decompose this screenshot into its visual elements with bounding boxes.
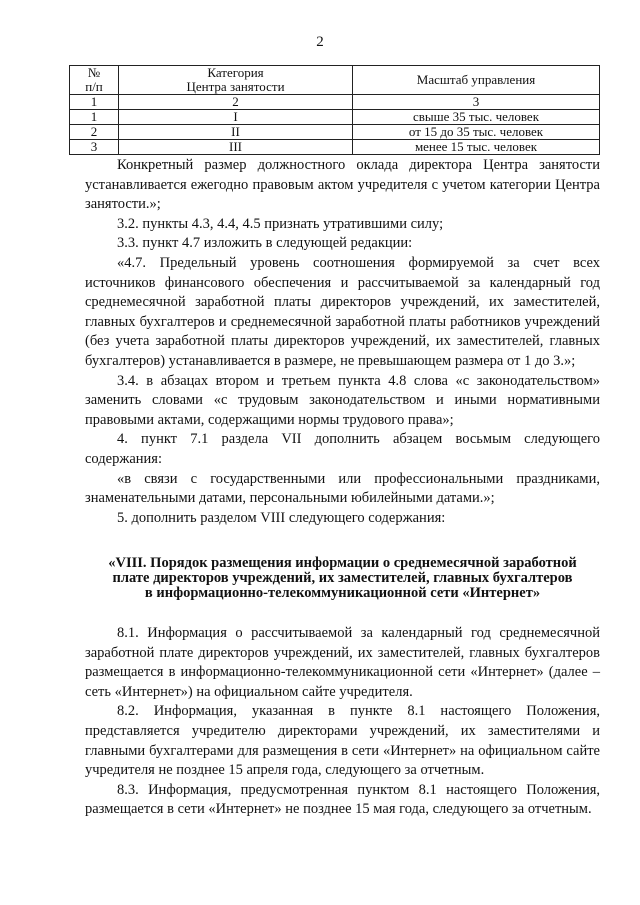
table-cell: 1 [70,95,119,110]
table-row [70,125,600,140]
heading-line: «VIII. Порядок размещения информации о среднемесячной заработной [108,555,577,571]
page-number: 2 [316,34,324,50]
section-viii-text [85,624,600,820]
paragraph-category-salary: Конкретный размер должностного оклада директора Центра занятости устанавливается ежегодно правовым актом учредителя с учетом категории Центра занятости.»; [85,157,600,213]
table-row [70,110,600,125]
header-scale-label: Масштаб управления [416,72,536,87]
body-text-block [85,156,600,528]
table-cell: I [119,110,353,125]
table-numbering-row [70,95,600,110]
table-cell: 2 [70,125,119,140]
category-table [69,65,600,155]
paragraph-holidays: «в связи с государственными или профессиональными праздниками, знаменательными датами, персональными юбилейными датами.»; [85,470,600,507]
paragraph-8-3: 8.3. Информация, предусмотренная пунктом 8.1 настоящего Положения, размещается в сети «Интернет» не позднее 15 мая года, следующего за отчетным. [85,781,600,818]
table-cell: II [119,125,353,140]
paragraph-8-2: 8.2. Информация, указанная в пункте 8.1 настоящего Положения, представляется учредителю директорами учреждений, их заместителями и главными бухгалтерами для размещения в сети «Интернет» на официальном сайте учредителя не позднее 15 апреля года, следующего за отчетным. [85,703,600,779]
table-cell: 3 [70,140,119,155]
table-cell: менее 15 тыс. человек [353,140,600,155]
table-row [70,140,600,155]
header-category-line-1: Категория [207,65,264,80]
paragraph-3-2: 3.2. пункты 4.3, 4.4, 4.5 признать утратившими силу; [117,215,444,232]
paragraph-item-4: 4. пункт 7.1 раздела VII дополнить абзацем восьмым следующего содержания: [85,431,600,467]
paragraph-3-4: 3.4. в абзацах втором и третьем пункта 4.8 слова «с законодательством» заменить словами «с трудовым законодательством и иными нормативными правовыми актами, содержащими нормы трудового права»; [85,372,600,428]
paragraph-3-3: 3.3. пункт 4.7 изложить в следующей редакции: [117,235,413,252]
paragraph-4-7: «4.7. Предельный уровень соотношения формируемой за счет всех источников финансового обеспечения и рассчитываемой за календарный год среднемесячной заработной платы директоров учреждений, их заместителей, главных бухгалтеров и среднемесячной заработной платы работников учреждений (без учета заработной платы директоров учреждений, их заместителей, главных бухгалтеров) устанавливается в размере, не превышающем размера от 1 до 3.»; [85,254,600,369]
header-category-line-2: Центра занятости [186,79,285,94]
table-cell: III [119,140,353,155]
header-number-line-1: № [87,65,101,80]
header-category [119,66,353,95]
header-scale [353,66,600,95]
paragraph-8-1: 8.1. Информация о рассчитываемой за календарный год среднемесячной заработной плате директоров учреждений, их заместителей, главных бухгалтеров размещается в информационно-телекоммуникационной сети «Интернет» (далее – сеть «Интернет») на официальном сайте учредителя. [85,625,600,700]
table-cell: 3 [353,95,600,110]
table-cell: 1 [70,110,119,125]
header-number-line-2: п/п [85,79,103,94]
table-cell: 2 [119,95,353,110]
heading-line: плате директоров учреждений, их заместителей, главных бухгалтеров [112,570,573,586]
table-header-row [70,66,600,95]
heading-line: в информационно-телекоммуникационной сети «Интернет» [144,585,541,601]
table-cell: от 15 до 35 тыс. человек [353,125,600,140]
header-number [70,66,119,95]
paragraph-item-5: 5. дополнить разделом VIII следующего содержания: [117,509,446,526]
section-viii-heading [85,556,600,601]
table-cell: свыше 35 тыс. человек [353,110,600,125]
